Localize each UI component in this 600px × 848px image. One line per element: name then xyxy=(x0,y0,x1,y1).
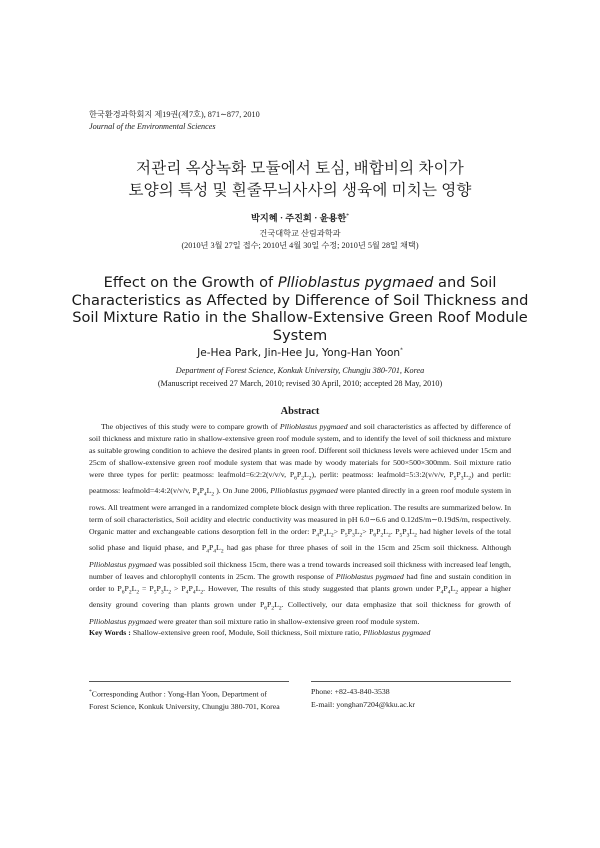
korean-dates: (2010년 3월 27일 접수; 2010년 4월 30일 수정; 2010년 5월 28일 채택) xyxy=(181,241,419,250)
english-dates: (Manuscript received 27 March, 2010; revised 30 April, 2010; accepted 28 May, 2010) xyxy=(157,378,443,388)
species-name: Pllioblastus pygmaed xyxy=(277,274,434,291)
korean-department: 건국대학교 산림과학과 xyxy=(259,229,341,238)
email: E-mail: yonghan7204@kku.ac.kr xyxy=(311,699,415,709)
korean-authors: 박지혜 · 주진희 · 윤용한* xyxy=(251,212,349,223)
footnote-rule-right xyxy=(311,681,511,682)
phone: Phone: +82-43-840-3538 xyxy=(311,687,390,696)
journal-header xyxy=(89,109,260,133)
contact-footnote xyxy=(311,686,511,711)
journal-name: Journal of the Environmental Sciences xyxy=(89,122,216,131)
korean-affiliation xyxy=(0,228,600,252)
korean-title xyxy=(0,158,600,202)
korean-title-line1: 저관리 옥상녹화 모듈에서 토심, 배합비의 차이가 xyxy=(136,160,464,177)
korean-title-line2: 토양의 특성 및 흰줄무늬사사의 생육에 미치는 영향 xyxy=(128,182,472,199)
corresponding-author-footnote: *Corresponding Author : Yong-Han Yoon, Department of Forest Science, Konkuk University, Chungju 380-701, Korea xyxy=(89,689,280,712)
english-title: Effect on the Growth of Pllioblastus pygmaed and Soil Characteristics as Affected by Difference of Soil Thickness and Soil Mixture Ratio in the Shallow-Extensive Green Roof Module System xyxy=(71,274,529,344)
english-affiliation xyxy=(0,365,600,390)
footnote-rule-left xyxy=(89,681,289,682)
english-department: Department of Forest Science, Konkuk University, Chungju 380-701, Korea xyxy=(175,366,425,375)
keywords-label: Key Words : xyxy=(89,628,133,637)
abstract-body: The objectives of this study were to compare growth of Pllioblastus pygmaed and soil characteristics as affected by difference of soil thickness and mixture ratio in shallow-extensive green roof module system, and to identify the level of soil thickness and mixture as suitable growing condition to achieve the desired plants in green roof. Different soil thickness levels were achieved under 15cm and 25cm of shallow-extensive green roof module system that was made by woody materials for 500×500×300mm. Soil mixture ratio were three types for perlit: peatmoss: leafmold=6:2:2(v/v/v, $P_6P_2L_2$), perlit: peatmoss: leafmold=5:3:2(v/v/v, $P_5P_3L_2$) and perlit: peatmoss: leafmold=4:4:2(v/v/v, $P_4P_4L_2$ ). On June 2006, Pllioblastus pygmaed were planted directly in a green roof module system in rows. All treatment were arranged in a randomized complete block design with three replication. The results are summarized below. In term of soil characteristics, Soil acidity and electric conductivity was measured in pH 6.0∼6.6 and 0.12dS/m∼0.19dS/m, respectively. Organic matter and exchangeable cations desorption fell in the order: $P_4P_4L_2> P_5P_3L_2> P_6P_2L_2$. $P_5P_3L_2$ had higher levels of the total solid phase and liquid phase, and $P_4P_4L_2$ had gas phase for three phases of soil in the 15cm and 25cm soil thickness. Although Pllioblastus pygmaed was possibled soil thickness 15cm, there was a trend towards increased soil thickness with increased leaf length, number of leaves and chlorophyll contents in 25cm. The growth response of Pllioblastus pygmaed had fine and sustain condition in order to $P_6P_2L_2 = P_5P_3L_2 > P_4P_4L_2$. However, The results of this study suggested that plants grown under $P_4P_4L_2$ appear a higher density ground covering than plants grown under $P_6P_2L_2$. Collectively, our data emphasize that soil thickness for growth of Pllioblastus pygmaed were greater than soil mixture ratio in shallow-extensive green roof module system. xyxy=(89,422,512,626)
keywords: Key Words : Shallow-extensive green roof, Module, Soil thickness, Soil mixture ratio, Pllioblastus pygmaed xyxy=(89,628,431,637)
english-authors: Je-Hea Park, Jin-Hee Ju, Yong-Han Yoon* xyxy=(197,347,403,359)
journal-citation: 한국환경과학회지 제19권(제7호), 871∼877, 2010 xyxy=(89,110,260,119)
abstract-heading: Abstract xyxy=(280,406,320,417)
